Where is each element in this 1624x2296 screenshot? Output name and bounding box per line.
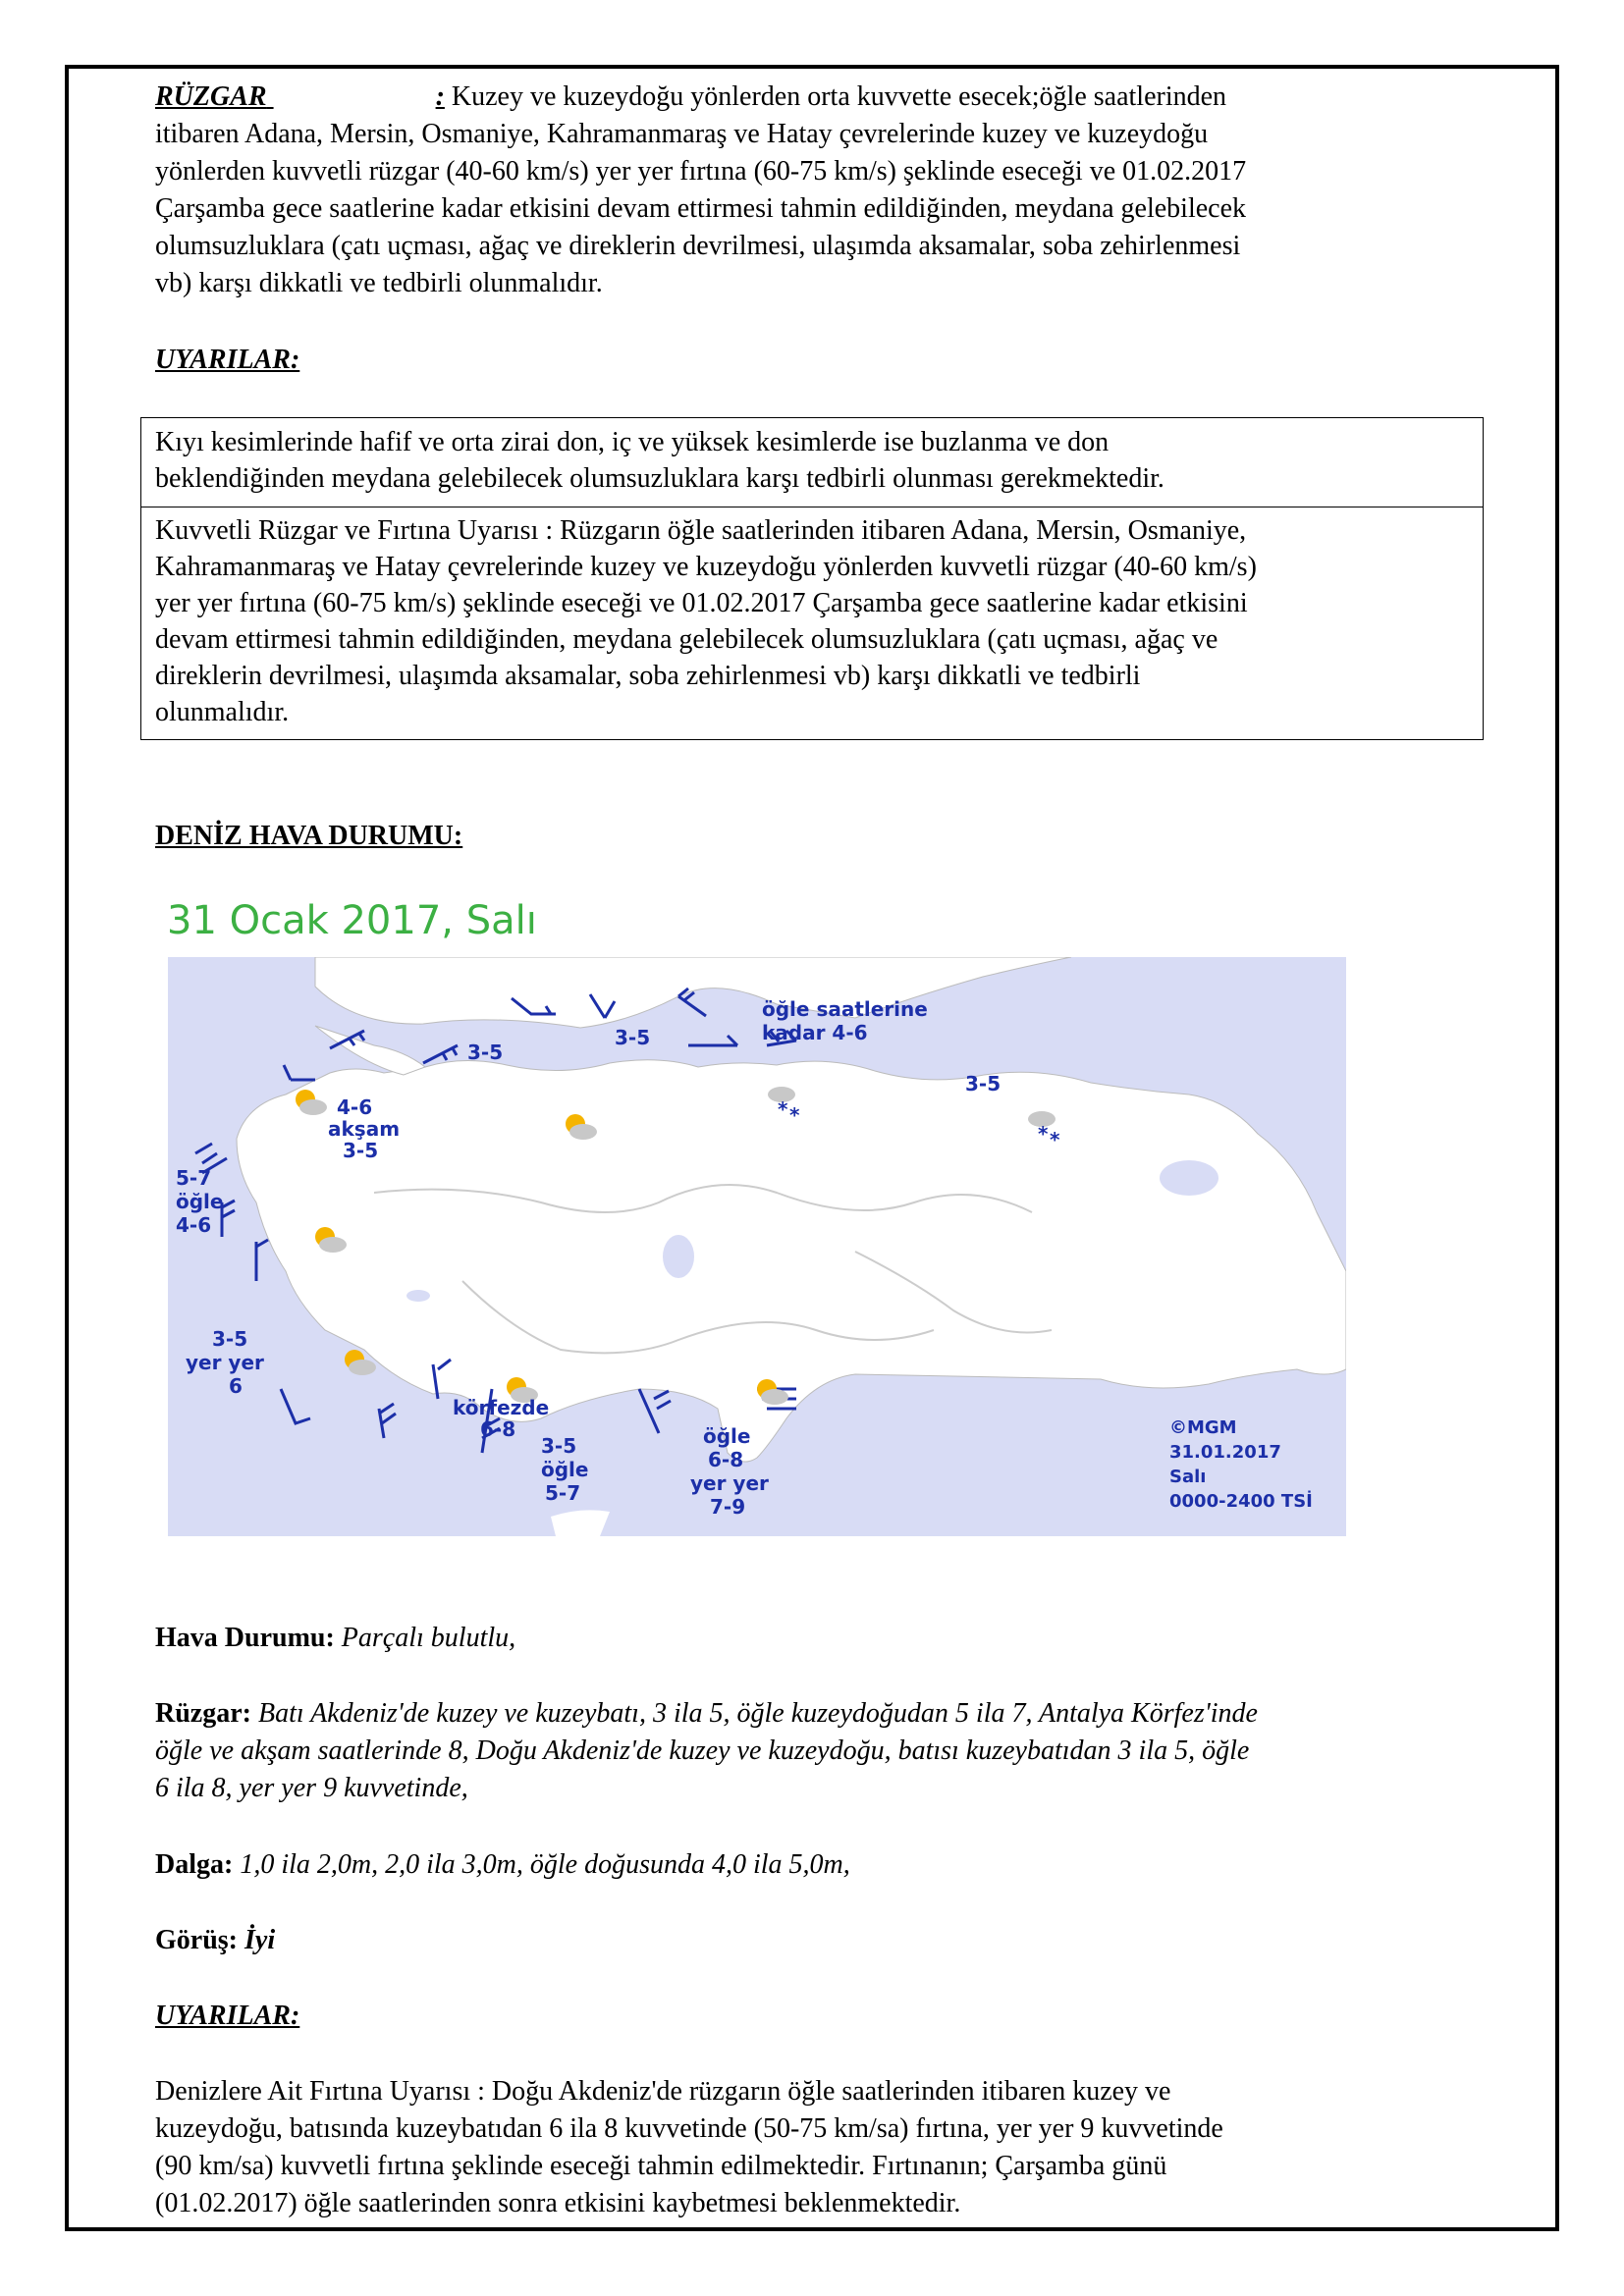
map-label: 3-5 — [467, 1041, 504, 1064]
map-credit: 0000-2400 TSİ — [1169, 1491, 1313, 1512]
map-title: 31 Ocak 2017, Salı — [167, 898, 537, 943]
map-label: 3-5 — [541, 1434, 577, 1458]
map-label: 3-5 — [343, 1139, 379, 1162]
ruzgar-label: RÜZGAR — [155, 81, 267, 112]
deniz-uyari-line: kuzeydoğu, batısında kuzeybatıdan 6 ila 8 kuvvetinde (50-75 km/sa) fırtına, yer yer 9 kuvvetinde — [155, 2113, 1223, 2144]
lake — [406, 1290, 430, 1302]
map-label: kadar 4-6 — [762, 1021, 868, 1044]
wind-warning-line: direklerin devrilmesi, ulaşımda aksamalar, soba zehirlenmesi vb) karşı dikkatli ve tedbirli — [155, 661, 1141, 691]
deniz-ruzgar-text: öğle ve akşam saatlerinde 8, Doğu Akdeniz'de kuzey ve kuzeydoğu, batısı kuzeybatıdan 3 ila 5, öğle — [155, 1735, 1250, 1766]
sea-weather-map — [168, 957, 1346, 1536]
ruzgar-text: itibaren Adana, Mersin, Osmaniye, Kahramanmaraş ve Hatay çevrelerinde kuzey ve kuzeydoğu — [155, 119, 1209, 149]
dalga-label: Dalga: — [155, 1849, 234, 1880]
gorus-line — [155, 1922, 275, 1959]
map-label: 4-6 — [337, 1095, 373, 1119]
wind-warning-line: olunmalıdır. — [155, 697, 290, 727]
hava-durumu-line — [155, 1620, 515, 1657]
map-label: 4-6 — [176, 1213, 212, 1237]
dalga-line — [155, 1846, 850, 1884]
uyarilar-heading-2: UYARILAR: — [155, 2001, 300, 2031]
map-label: öğle — [703, 1424, 751, 1448]
svg-text:*: * — [1038, 1122, 1049, 1146]
ruzgar-text: Kuzey ve kuzeydoğu yönlerden orta kuvvette esecek;öğle saatlerinden — [451, 81, 1227, 112]
wind-warning-line: devam ettirmesi tahmin edildiğinden, meydana gelebilecek olumsuzluklara (çatı uçması, ağaç ve — [155, 624, 1218, 655]
deniz-uyari-line: Denizlere Ait Fırtına Uyarısı : Doğu Akdeniz'de rüzgarın öğle saatlerinden itibaren kuzey ve — [155, 2076, 1171, 2107]
map-label: 3-5 — [615, 1026, 651, 1049]
ruzgar-text: vb) karşı dikkatli ve tedbirli olunmalıdır. — [155, 268, 603, 298]
deniz-heading: DENİZ HAVA DURUMU: — [155, 821, 463, 851]
hava-durumu-label: Hava Durumu: — [155, 1623, 335, 1653]
lake — [663, 1235, 694, 1278]
svg-text:*: * — [1050, 1128, 1060, 1151]
map-label: öğle saatlerine — [762, 997, 928, 1021]
svg-text:*: * — [778, 1097, 788, 1121]
gorus-label: Görüş: — [155, 1925, 238, 1955]
deniz-ruzgar-text: 6 ila 8, yer yer 9 kuvvetinde, — [155, 1773, 468, 1803]
deniz-ruzgar-label: Rüzgar: — [155, 1698, 251, 1729]
ruzgar-text: olumsuzluklara (çatı uçması, ağaç ve direklerin devrilmesi, ulaşımda aksamalar, soba zehirlenmesi — [155, 231, 1241, 261]
svg-text:*: * — [789, 1103, 800, 1127]
gorus-value: İyi — [244, 1925, 276, 1955]
map-label: öğle — [176, 1190, 224, 1213]
map-label: 6 — [229, 1374, 243, 1398]
warnings-table — [140, 417, 1484, 740]
deniz-ruzgar-text: Batı Akdeniz'de kuzey ve kuzeybatı, 3 ila 5, öğle kuzeydoğudan 5 ila 7, Antalya Körfez'inde — [257, 1698, 1258, 1729]
map-label: yer yer — [186, 1351, 264, 1374]
dalga-value: 1,0 ila 2,0m, 2,0 ila 3,0m, öğle doğusunda 4,0 ila 5,0m, — [240, 1849, 850, 1880]
map-label: 5-7 — [176, 1166, 212, 1190]
map-label: 6-8 — [480, 1417, 516, 1441]
frost-warning-line: Kıyı kesimlerinde hafif ve orta zirai don, iç ve yüksek kesimlerde ise buzlanma ve don — [155, 427, 1110, 457]
map-label: 5-7 — [545, 1481, 581, 1505]
map-label: 3-5 — [212, 1327, 248, 1351]
map-label: 3-5 — [965, 1072, 1001, 1095]
ruzgar-line-1 — [155, 79, 1226, 116]
map-label: 7-9 — [710, 1495, 746, 1519]
map-label: 6-8 — [708, 1448, 744, 1471]
hava-durumu-value: Parçalı bulutlu, — [341, 1623, 516, 1653]
map-label: körfezde — [453, 1396, 550, 1419]
ruzgar-underline-gap — [267, 79, 436, 116]
ruzgar-colon: : — [435, 81, 445, 112]
deniz-ruzgar-line — [155, 1695, 1258, 1733]
ruzgar-text: yönlerden kuvvetli rüzgar (40-60 km/s) yer yer fırtına (60-75 km/s) şeklinde eseceği ve 01.02.2017 — [155, 156, 1247, 187]
uyarilar-heading: UYARILAR: — [155, 345, 300, 375]
lake — [1160, 1160, 1218, 1196]
deniz-uyari-line: (90 km/sa) kuvvetli fırtına şeklinde eseceği tahmin edilmektedir. Fırtınanın; Çarşamba günü — [155, 2151, 1167, 2181]
ruzgar-text: Çarşamba gece saatlerine kadar etkisini devam ettirmesi tahmin edildiğinden, meydana gelebilecek — [155, 193, 1247, 224]
frost-warning-line: beklendiğinden meydana gelebilecek olumsuzluklara karşı tedbirli olunması gerekmektedir. — [155, 463, 1164, 494]
deniz-uyari-line: (01.02.2017) öğle saatlerinden sonra etkisini kaybetmesi beklenmektedir. — [155, 2188, 961, 2218]
map-credit: Salı — [1169, 1467, 1207, 1487]
map-label: öğle — [541, 1458, 589, 1481]
wind-warning-line: Kuvvetli Rüzgar ve Fırtına Uyarısı : Rüzgarın öğle saatlerinden itibaren Adana, Mersin, Osmaniye, — [155, 515, 1247, 546]
wind-warning-line: yer yer fırtına (60-75 km/s) şeklinde eseceği ve 01.02.2017 Çarşamba gece saatlerine kadar etkisini — [155, 588, 1248, 618]
map-label: yer yer — [690, 1471, 769, 1495]
map-credit: 31.01.2017 — [1169, 1442, 1281, 1463]
wind-warning-line: Kahramanmaraş ve Hatay çevrelerinde kuzey ve kuzeydoğu yönlerden kuvvetli rüzgar (40-60 km/s) — [155, 552, 1257, 582]
map-label: akşam — [328, 1117, 401, 1141]
map-credit: ©MGM — [1169, 1417, 1237, 1438]
